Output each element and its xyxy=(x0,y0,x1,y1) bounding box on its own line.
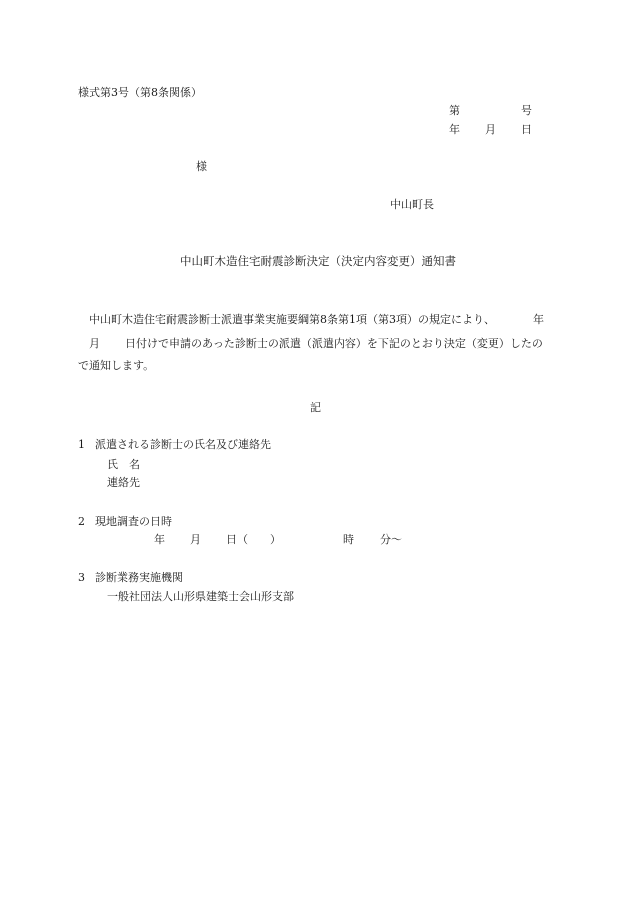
item2-heading: 現地調査の日時 xyxy=(95,515,172,528)
item2-year: 年 xyxy=(154,533,165,546)
item3-heading: 診断業務実施機関 xyxy=(95,571,183,584)
item2-day: 日（ ） xyxy=(226,533,281,546)
item3-org: 一般社団法人山形県建築士会山形支部 xyxy=(107,590,294,603)
date-day: 日 xyxy=(521,123,532,136)
item2-minute: 分〜 xyxy=(380,533,402,546)
item1-contact-label: 連絡先 xyxy=(107,476,140,489)
document-title: 中山町木造住宅耐震診断決定（決定内容変更）通知書 xyxy=(180,254,456,268)
item2-number: 2 xyxy=(78,515,85,528)
number-dai: 第 xyxy=(449,104,460,117)
number-go: 号 xyxy=(521,104,532,117)
body-line-2-month: 月 xyxy=(89,337,100,350)
body-line-3: で通知します。 xyxy=(78,359,155,372)
item1-name-label: 氏 名 xyxy=(107,458,140,471)
sender: 中山町長 xyxy=(390,198,434,211)
item2-hour: 時 xyxy=(343,533,354,546)
addressee-suffix: 様 xyxy=(196,160,207,173)
date-year: 年 xyxy=(449,123,460,136)
item2-month: 月 xyxy=(190,533,201,546)
body-line-2: 日付けで申請のあった診断士の派遣（派遣内容）を下記のとおり決定（変更）したの xyxy=(125,337,543,350)
item3-number: 3 xyxy=(78,571,85,584)
ki-heading: 記 xyxy=(310,401,321,414)
body-line-1-year: 年 xyxy=(533,313,544,326)
date-month: 月 xyxy=(485,123,496,136)
form-label: 様式第3号（第8条関係） xyxy=(78,86,202,99)
item1-heading: 派遣される診断士の氏名及び連絡先 xyxy=(95,438,271,451)
body-line-1: 中山町木造住宅耐震診断士派遣事業実施要綱第8条第1項（第3項）の規定により、 xyxy=(89,313,495,326)
item1-number: 1 xyxy=(78,438,85,451)
